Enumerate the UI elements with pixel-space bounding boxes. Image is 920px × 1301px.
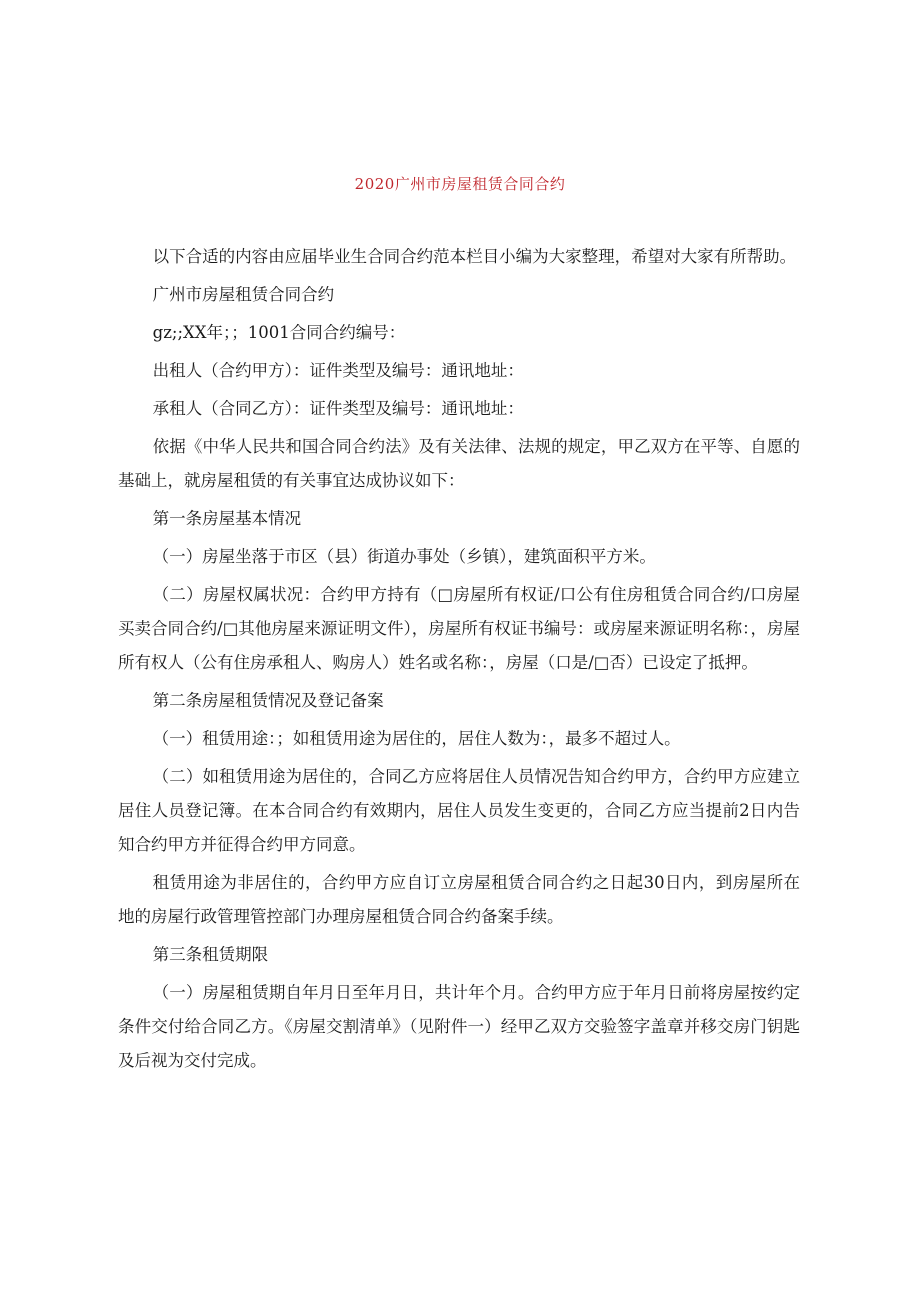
paragraph-lessee: 承租人（合同乙方）：证件类型及编号：通讯地址： [152,399,524,418]
paragraph-article-2-non-residential: 租赁用途为非居住的，合约甲方应自订立房屋租赁合同合约之日起30日内，到房屋所在地的房屋行政管理管控部门办理房屋租赁合同合约备案手续。 [118,873,800,926]
section-heading-article-3: 第三条租赁期限 [152,945,269,964]
paragraph-article-1-item-1: （一）房屋坐落于市区（县）街道办事处（乡镇），建筑面积平方米。 [152,547,656,566]
paragraph-article-3-item-1: （一）房屋租赁期自年月日至年月日，共计年个月。合约甲方应于年月日前将房屋按约定条件交付给合同乙方。《房屋交割清单》（见附件一）经甲乙双方交验签字盖章并移交房门钥匙及后视为交付完成。 [118,983,800,1070]
paragraph-contract-name: 广州市房屋租赁合同合约 [152,285,335,304]
section-heading-article-1: 第一条房屋基本情况 [152,509,302,528]
paragraph-intro: 以下合适的内容由应届毕业生合同合约范本栏目小编为大家整理，希望对大家有所帮助。 [152,247,797,266]
document-title: 2020广州市房屋租赁合同合约 [354,175,566,193]
section-heading-article-2: 第二条房屋租赁情况及登记备案 [152,691,384,710]
document-body [118,240,800,1078]
paragraph-lessor: 出租人（合约甲方）：证件类型及编号：通讯地址： [152,361,524,380]
paragraph-contract-number: gz;;XX年；；1001合同合约编号： [152,323,406,342]
paragraph-article-1-item-2: （二）房屋权属状况：合约甲方持有（□房屋所有权证/口公有住房租赁合同合约/口房屋买卖合同合约/□其他房屋来源证明文件），房屋所有权证书编号：或房屋来源证明名称：，房屋所有权人（公有住房承租人、购房人）姓名或名称：，房屋（口是/□否）已设定了抵押。 [118,585,800,672]
paragraph-article-2-item-1: （一）租赁用途：；如租赁用途为居住的，居住人数为：，最多不超过人。 [152,729,681,748]
paragraph-legal-basis: 依据《中华人民共和国合同合约法》及有关法律、法规的规定，甲乙双方在平等、自愿的基础上，就房屋租赁的有关事宜达成协议如下： [118,437,800,490]
paragraph-article-2-item-2: （二）如租赁用途为居住的，合同乙方应将居住人员情况告知合约甲方，合约甲方应建立居住人员登记簿。在本合同合约有效期内，居住人员发生变更的，合同乙方应当提前2日内告知合约甲方并征得合约甲方同意。 [118,767,800,854]
